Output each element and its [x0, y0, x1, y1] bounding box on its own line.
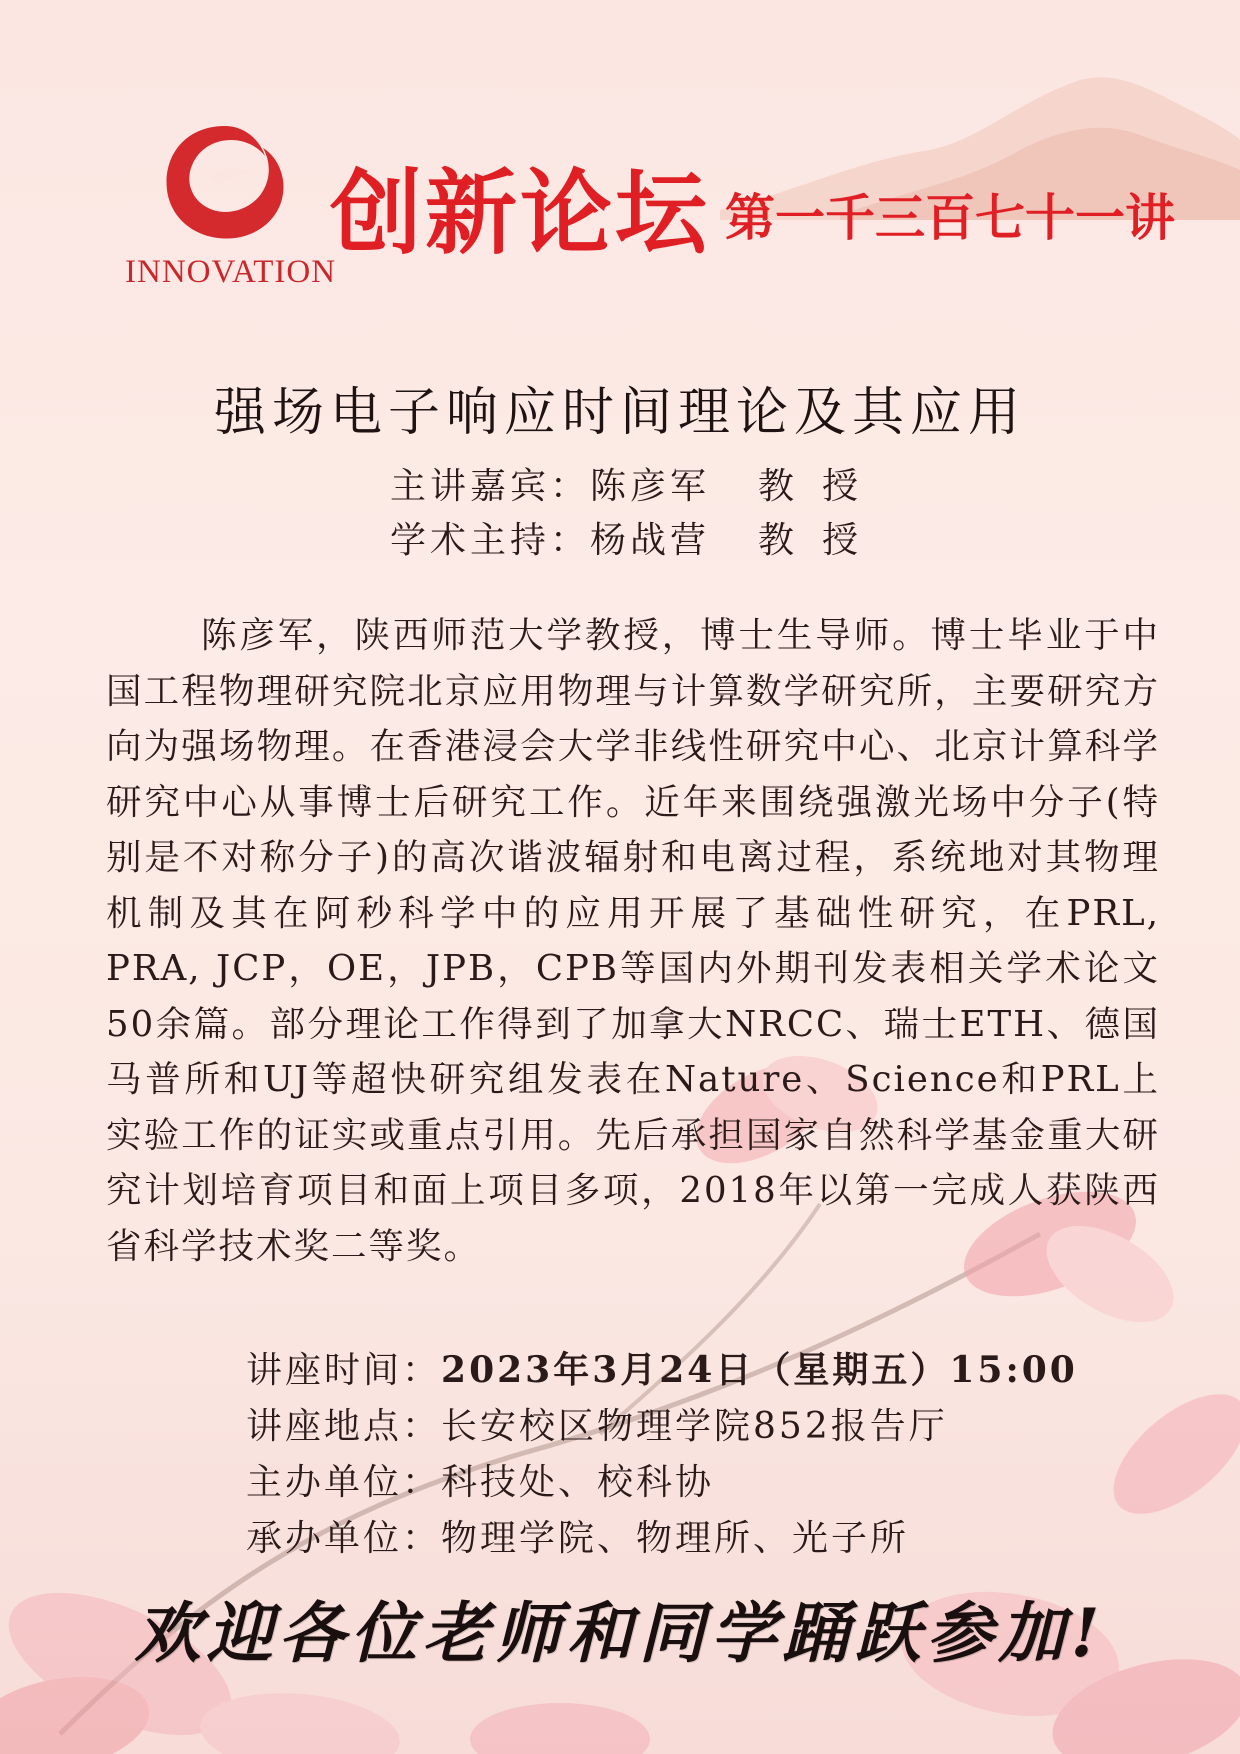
forum-title: 创新论坛: [330, 160, 711, 267]
lecture-number: 第一千三百七十一讲: [725, 189, 1175, 247]
host-name: 杨战营: [590, 520, 711, 561]
host-label: 学术主持：: [390, 520, 591, 561]
organizer-value: 科技处、校科协: [441, 1462, 715, 1503]
innovation-logo: [120, 118, 360, 298]
host-unit-label: 承办单位：: [246, 1518, 442, 1559]
talk-title: 强场电子响应时间理论及其应用: [213, 383, 1026, 443]
speaker-line: [390, 458, 886, 509]
organizer: [246, 1454, 714, 1505]
lecture-place: [246, 1398, 948, 1449]
logo-swirl-icon: [155, 118, 295, 248]
host-title: 教授: [758, 520, 887, 561]
organizer-label: 主办单位：: [246, 1462, 442, 1503]
lecture-time: [246, 1342, 1078, 1393]
logo-text: INNOVATION: [125, 254, 337, 290]
host-line: [390, 512, 886, 563]
place-value: 长安校区物理学院852报告厅: [441, 1406, 948, 1447]
speaker-label: 主讲嘉宾：: [390, 466, 591, 507]
speaker-title: 教授: [758, 466, 887, 507]
host-unit: [246, 1510, 909, 1561]
place-label: 讲座地点：: [246, 1406, 442, 1447]
welcome-message: 欢迎各位老师和同学踊跃参加!: [134, 1594, 1106, 1672]
time-label: 讲座时间：: [246, 1350, 442, 1391]
host-unit-value: 物理学院、物理所、光子所: [441, 1518, 910, 1559]
time-value: 2023年3月24日（星期五）15:00: [441, 1349, 1078, 1391]
speaker-name: 陈彦军: [590, 466, 711, 507]
speaker-biography: 陈彦军，陕西师范大学教授，博士生导师。博士毕业于中国工程物理研究院北京应用物理与计算数学研究所，主要研究方向为强场物理。在香港浸会大学非线性研究中心、北京计算科学研究中心从事博士后研究工作。近年来围绕强激光场中分子(特别是不对称分子)的高次谐波辐射和电离过程，系统地对其物理机制及其在阿秒科学中的应用开展了基础性研究，在PRL, PRA, JCP，OE，JPB，CPB等国内外期刊发表相关学术论文50余篇。部分理论工作得到了加拿大NRCC、瑞士ETH、德国马普所和UJ等超快研究组发表在Nature、Science和PRL上实验工作的证实或重点引用。先后承担国家自然科学基金重大研究计划培育项目和面上项目多项，2018年以第一完成人获陕西省科学技术奖二等奖。: [106, 615, 1160, 1267]
